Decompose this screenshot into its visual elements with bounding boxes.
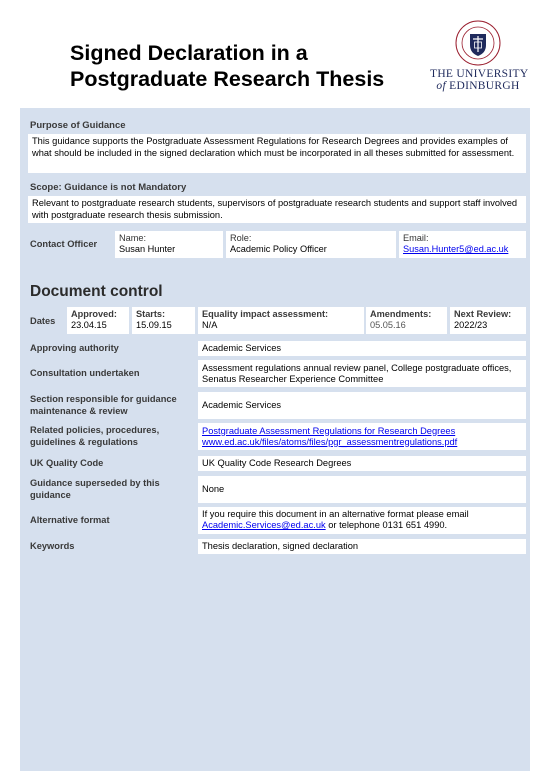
academic-services-email-link[interactable]: Academic.Services@ed.ac.uk	[202, 520, 326, 530]
approved-date: 23.04.15	[71, 320, 107, 330]
starts-label: Starts:	[136, 309, 166, 319]
keywords-value: Thesis declaration, signed declaration	[198, 539, 526, 554]
consultation-label: Consultation undertaken	[30, 367, 140, 378]
contact-email-label: Email:	[403, 233, 429, 243]
contact-email-link[interactable]: Susan.Hunter5@ed.ac.uk	[403, 244, 509, 254]
alternative-format-label: Alternative format	[30, 514, 110, 525]
pgr-regulations-url-link[interactable]: www.ed.ac.uk/files/atoms/files/pgr_assessmentregulations.pdf	[202, 436, 458, 447]
related-policies-label: Related policies, procedures, guidelines & regulations	[30, 425, 160, 447]
alternative-format-phone: or telephone 0131 651 4990.	[325, 520, 448, 530]
starts-date: 15.09.15	[136, 320, 172, 330]
purpose-text: This guidance supports the Postgraduate Assessment Regulations for Research Degrees and provides examples of what should be included in the signed declaration which must be incorporated in all theses submitted for assessment.	[28, 134, 526, 173]
scope-heading: Scope: Guidance is not Mandatory	[30, 182, 187, 193]
amendments-date: 05.05.16	[370, 320, 406, 330]
equality-cell	[198, 307, 364, 334]
purpose-heading: Purpose of Guidance	[30, 120, 126, 131]
equality-value: N/A	[202, 320, 218, 330]
superseded-label: Guidance superseded by this guidance	[30, 478, 160, 500]
contact-name-cell	[115, 231, 223, 258]
next-review-value: 2022/23	[454, 320, 488, 330]
contact-officer-label: Contact Officer	[30, 239, 98, 249]
dates-label: Dates	[30, 316, 56, 326]
uk-quality-code-value: UK Quality Code Research Degrees	[198, 456, 526, 471]
pgr-regulations-link[interactable]: Postgraduate Assessment Regulations for Research Degrees	[202, 425, 456, 436]
contact-name: Susan Hunter	[119, 244, 176, 254]
next-review-cell	[450, 307, 526, 334]
approved-cell	[67, 307, 129, 334]
equality-label: Equality impact assessment:	[202, 309, 329, 319]
alternative-format-text: If you require this document in an alternative format please email	[202, 509, 469, 519]
approved-label: Approved:	[71, 309, 117, 319]
amendments-cell	[366, 307, 447, 334]
consultation-value: Assessment regulations annual review panel, College postgraduate offices, Senatus Researcher Experience Committee	[198, 360, 526, 387]
alternative-format-value	[198, 507, 526, 534]
keywords-label: Keywords	[30, 540, 75, 551]
section-responsible-value: Academic Services	[198, 392, 526, 419]
next-review-label: Next Review:	[454, 309, 512, 319]
contact-role-label: Role:	[230, 233, 252, 243]
contact-role-cell	[226, 231, 396, 258]
university-logo	[430, 20, 529, 92]
related-policies-value	[198, 423, 526, 450]
starts-cell	[132, 307, 195, 334]
logo-edinburgh-text: of EDINBURGH	[436, 80, 520, 92]
superseded-value: None	[198, 476, 526, 503]
document-title	[70, 40, 384, 92]
university-crest-icon	[455, 20, 501, 66]
section-responsible-label: Section responsible for guidance maintenance & review	[30, 394, 177, 416]
contact-role: Academic Policy Officer	[230, 244, 327, 254]
uk-quality-code-label: UK Quality Code	[30, 457, 104, 468]
contact-email-cell	[399, 231, 526, 258]
title-line-2: Postgraduate Research Thesis	[70, 67, 385, 91]
approving-authority-value: Academic Services	[198, 341, 526, 356]
title-line-1: Signed Declaration in a	[70, 41, 308, 65]
scope-text: Relevant to postgraduate research students, supervisors of postgraduate research students and support staff involved with postgraduate research thesis submission.	[28, 196, 526, 223]
logo-university-text: THE UNIVERSITY	[430, 68, 529, 80]
document-control-heading: Document control	[30, 283, 163, 300]
amendments-label: Amendments:	[370, 309, 432, 319]
approving-authority-label: Approving authority	[30, 342, 119, 353]
contact-name-label: Name:	[119, 233, 147, 243]
